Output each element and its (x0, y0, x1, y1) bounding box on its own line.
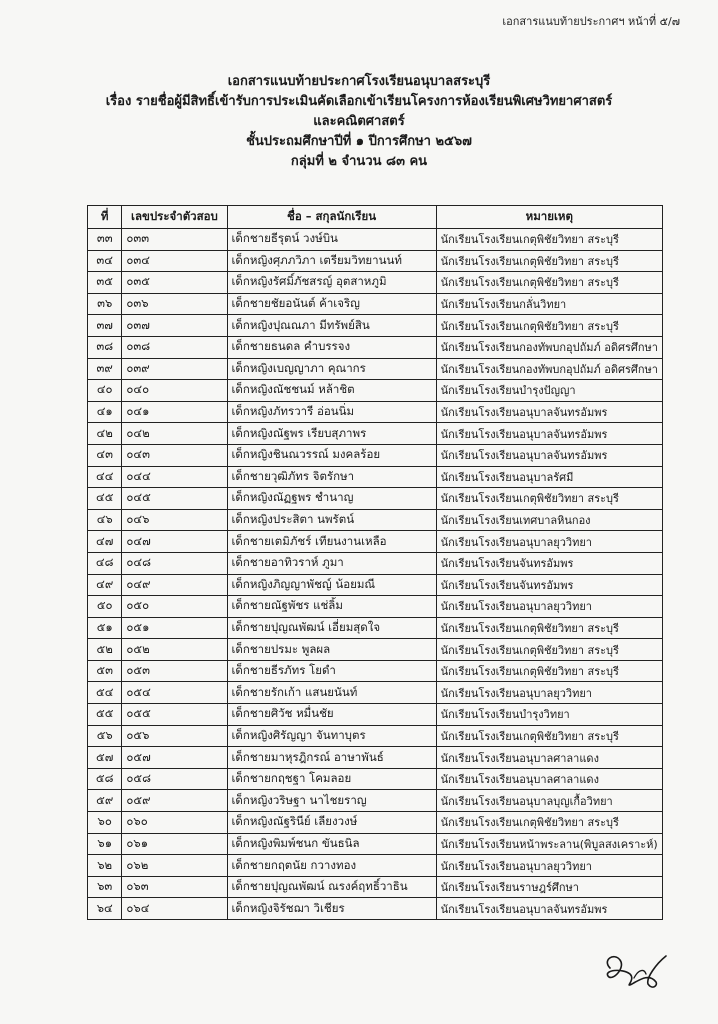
row-number: ๔๙ (88, 574, 122, 596)
remark: นักเรียนโรงเรียนอนุบาลบุญเกื้อวิทยา (436, 790, 662, 812)
student-name: เด็กชายธนดล คำบรรจง (227, 336, 436, 358)
remark: นักเรียนโรงเรียนเกตุพิชัยวิทยา สระบุรี (436, 488, 662, 510)
remark: นักเรียนโรงเรียนอนุบาลศาลาแดง (436, 747, 662, 769)
row-number: ๖๒ (88, 855, 122, 877)
table-row (88, 488, 663, 510)
row-number: ๕๓ (88, 660, 122, 682)
remark: นักเรียนโรงเรียนอนุบาลยุววิทยา (436, 682, 662, 704)
remark: นักเรียนโรงเรียนหน้าพระลาน(พิบูลสงเคราะห์) (436, 833, 662, 855)
table-row (88, 747, 663, 769)
exam-id: ๐๓๗ (122, 315, 227, 337)
remark: นักเรียนโรงเรียนเกตุพิชัยวิทยา สระบุรี (436, 617, 662, 639)
row-number: ๕๐ (88, 596, 122, 618)
row-number: ๖๑ (88, 833, 122, 855)
row-number: ๕๔ (88, 682, 122, 704)
exam-id: ๐๔๕ (122, 488, 227, 510)
student-name: เด็กชายชัยอนันต์ ค้าเจริญ (227, 293, 436, 315)
student-name: เด็กหญิงพิมพ์ชนก ขันธนิล (227, 833, 436, 855)
table-row (88, 466, 663, 488)
column-header-name: ชื่อ – สกุลนักเรียน (227, 206, 436, 229)
column-header-number: ที่ (88, 206, 122, 229)
row-number: ๖๔ (88, 898, 122, 920)
row-number: ๕๙ (88, 790, 122, 812)
remark: นักเรียนโรงเรียนอนุบาลยุววิทยา (436, 855, 662, 877)
row-number: ๕๕ (88, 704, 122, 726)
table-row (88, 639, 663, 661)
table-row (88, 898, 663, 920)
exam-id: ๐๔๖ (122, 509, 227, 531)
header-line-3: และคณิตศาสตร์ (313, 114, 405, 129)
student-name: เด็กชายกฤตนัย กวางทอง (227, 855, 436, 877)
student-name: เด็กชายศิวัช หมื่นชัย (227, 704, 436, 726)
remark: นักเรียนโรงเรียนเกตุพิชัยวิทยา สระบุรี (436, 272, 662, 294)
exam-id: ๐๕๖ (122, 725, 227, 747)
row-number: ๕๘ (88, 768, 122, 790)
exam-id: ๐๕๕ (122, 704, 227, 726)
student-name: เด็กชายเตมิภัชร์ เทียนงานเหลือ (227, 531, 436, 553)
exam-id: ๐๕๓ (122, 660, 227, 682)
exam-id: ๐๓๙ (122, 358, 227, 380)
table-row (88, 250, 663, 272)
row-number: ๕๑ (88, 617, 122, 639)
table-row (88, 531, 663, 553)
remark: นักเรียนโรงเรียนเกตุพิชัยวิทยา สระบุรี (436, 660, 662, 682)
exam-id: ๐๓๖ (122, 293, 227, 315)
table-row (88, 660, 663, 682)
table-body (88, 229, 663, 920)
student-name: เด็กชายณัฐพัชร แช่ลิ้ม (227, 596, 436, 618)
remark: นักเรียนโรงเรียนจันทรอัมพร (436, 552, 662, 574)
header-line-5: กลุ่มที่ ๒ จำนวน ๘๓ คน (290, 154, 428, 169)
table-row (88, 812, 663, 834)
row-number: ๓๕ (88, 272, 122, 294)
column-header-remark: หมายเหตุ (436, 206, 662, 229)
student-name: เด็กหญิงประสิตา นพรัตน์ (227, 509, 436, 531)
exam-id: ๐๕๘ (122, 768, 227, 790)
table-row (88, 358, 663, 380)
remark: นักเรียนโรงเรียนอนุบาลยุววิทยา (436, 531, 662, 553)
remark: นักเรียนโรงเรียนกองทัพบกอุปถัมภ์ อดิศรศึกษา (436, 358, 662, 380)
column-header-exam-id: เลขประจำตัวสอบ (122, 206, 227, 229)
table-row (88, 272, 663, 294)
remark: นักเรียนโรงเรียนกองทัพบกอุปถัมภ์ อดิศรศึกษา (436, 336, 662, 358)
exam-id: ๐๖๔ (122, 898, 227, 920)
table-row (88, 423, 663, 445)
student-name: เด็กหญิงณัชชนม์ หล้าชิต (227, 380, 436, 402)
table-row (88, 704, 663, 726)
exam-id: ๐๔๙ (122, 574, 227, 596)
row-number: ๔๓ (88, 444, 122, 466)
header-line-1: เอกสารแนบท้ายประกาศโรงเรียนอนุบาลสระบุรี (227, 74, 491, 89)
row-number: ๔๐ (88, 380, 122, 402)
table-row (88, 315, 663, 337)
student-name: เด็กหญิงศิรัญญา จันทาบุตร (227, 725, 436, 747)
student-name: เด็กชายปรมะ พูลผล (227, 639, 436, 661)
student-name: เด็กหญิงชินณวรรณ์ มงคลร้อย (227, 444, 436, 466)
row-number: ๓๘ (88, 336, 122, 358)
table-row (88, 401, 663, 423)
exam-id: ๐๔๘ (122, 552, 227, 574)
table-row (88, 725, 663, 747)
student-name: เด็กหญิงปุณณภา มีทรัพย์สิน (227, 315, 436, 337)
row-number: ๓๔ (88, 250, 122, 272)
header-line-4: ชั้นประถมศึกษาปีที่ ๑ ปีการศึกษา ๒๕๖๗ (246, 134, 472, 149)
table-row (88, 768, 663, 790)
remark: นักเรียนโรงเรียนเกตุพิชัยวิทยา สระบุรี (436, 315, 662, 337)
remark: นักเรียนโรงเรียนเกตุพิชัยวิทยา สระบุรี (436, 725, 662, 747)
student-name: เด็กหญิงภัทรวารี อ่อนนิ่ม (227, 401, 436, 423)
student-name: เด็กชายมาหุรฎิกรณ์ อาษาพันธ์ (227, 747, 436, 769)
student-name: เด็กชายอาทิวราห์ ภูมา (227, 552, 436, 574)
row-number: ๔๘ (88, 552, 122, 574)
remark: นักเรียนโรงเรียนบำรุงวิทยา (436, 704, 662, 726)
exam-id: ๐๖๒ (122, 855, 227, 877)
student-name: เด็กชายกฤชฐา โคมลอย (227, 768, 436, 790)
exam-id: ๐๓๓ (122, 229, 227, 251)
exam-id: ๐๕๐ (122, 596, 227, 618)
table-row (88, 833, 663, 855)
student-name: เด็กหญิงภิญญาพัชญ์ น้อยมณี (227, 574, 436, 596)
remark: นักเรียนโรงเรียนบำรุงปัญญา (436, 380, 662, 402)
signature (600, 938, 680, 998)
row-number: ๓๙ (88, 358, 122, 380)
exam-id: ๐๕๒ (122, 639, 227, 661)
remark: นักเรียนโรงเรียนเกตุพิชัยวิทยา สระบุรี (436, 639, 662, 661)
exam-id: ๐๓๕ (122, 272, 227, 294)
exam-id: ๐๔๑ (122, 401, 227, 423)
student-name: เด็กหญิงณัฐรินีย์ เลียงวงษ์ (227, 812, 436, 834)
remark: นักเรียนโรงเรียนอนุบาลจันทรอัมพร (436, 423, 662, 445)
row-number: ๔๗ (88, 531, 122, 553)
row-number: ๓๖ (88, 293, 122, 315)
table-row (88, 444, 663, 466)
row-number: ๔๖ (88, 509, 122, 531)
row-number: ๔๔ (88, 466, 122, 488)
exam-id: ๐๖๐ (122, 812, 227, 834)
student-name: เด็กชายวุฒิภัทร จิตรักษา (227, 466, 436, 488)
student-name: เด็กหญิงวริษฐา นาไชยราญ (227, 790, 436, 812)
exam-id: ๐๖๑ (122, 833, 227, 855)
table-row (88, 617, 663, 639)
exam-id: ๐๕๙ (122, 790, 227, 812)
student-name: เด็กชายธีรภัทร โยดำ (227, 660, 436, 682)
exam-id: ๐๔๗ (122, 531, 227, 553)
table-row (88, 229, 663, 251)
remark: นักเรียนโรงเรียนราษฎร์ศึกษา (436, 876, 662, 898)
table-row (88, 790, 663, 812)
table-header-row (88, 206, 663, 229)
student-name: เด็กชายรักเก้า แสนยนันท์ (227, 682, 436, 704)
exam-id: ๐๕๑ (122, 617, 227, 639)
remark: นักเรียนโรงเรียนอนุบาลศาลาแดง (436, 768, 662, 790)
remark: นักเรียนโรงเรียนเทศบาลหินกอง (436, 509, 662, 531)
page-number-note: เอกสารแนบท้ายประกาศฯ หน้าที่ ๕/๗ (502, 15, 680, 28)
remark: นักเรียนโรงเรียนอนุบาลยุววิทยา (436, 596, 662, 618)
row-number: ๕๒ (88, 639, 122, 661)
row-number: ๕๗ (88, 747, 122, 769)
table-row (88, 380, 663, 402)
remark: นักเรียนโรงเรียนเกตุพิชัยวิทยา สระบุรี (436, 812, 662, 834)
header-line-2: เรื่อง รายชื่อผู้มีสิทธิ์เข้ารับการประเมินคัดเลือกเข้าเรียนโครงการห้องเรียนพิเศษวิทยาศาสตร์ (105, 94, 613, 109)
table-row (88, 855, 663, 877)
table-row (88, 574, 663, 596)
student-name: เด็กหญิงณัฐพร เรียบสุภาพร (227, 423, 436, 445)
remark: นักเรียนโรงเรียนอนุบาลจันทรอัมพร (436, 444, 662, 466)
student-name: เด็กชายปุญณพัฒน์ ณรงค์ฤทธิ์วาธิน (227, 876, 436, 898)
student-name: เด็กชายปุญณพัฒน์ เอี่ยมสุดใจ (227, 617, 436, 639)
table-row (88, 293, 663, 315)
row-number: ๖๐ (88, 812, 122, 834)
remark: นักเรียนโรงเรียนเกตุพิชัยวิทยา สระบุรี (436, 229, 662, 251)
student-name: เด็กหญิงเบญญาภา คุณากร (227, 358, 436, 380)
exam-id: ๐๓๘ (122, 336, 227, 358)
remark: นักเรียนโรงเรียนอนุบาลจันทรอัมพร (436, 898, 662, 920)
student-name: เด็กหญิงจิรัชฌา วิเชียร (227, 898, 436, 920)
remark: นักเรียนโรงเรียนจันทรอัมพร (436, 574, 662, 596)
exam-id: ๐๕๔ (122, 682, 227, 704)
row-number: ๕๖ (88, 725, 122, 747)
exam-id: ๐๕๗ (122, 747, 227, 769)
table-row (88, 336, 663, 358)
student-name: เด็กหญิงศุภภวิภา เตรียมวิทยานนท์ (227, 250, 436, 272)
student-name: เด็กหญิงรัศมิ์ภัชสรญ์ อุตสาหภูมิ (227, 272, 436, 294)
table-row (88, 596, 663, 618)
remark: นักเรียนโรงเรียนกลั่นวิทยา (436, 293, 662, 315)
table-row (88, 876, 663, 898)
table-row (88, 682, 663, 704)
student-name: เด็กชายธีรุตน์ วงษ์บิน (227, 229, 436, 251)
row-number: ๓๗ (88, 315, 122, 337)
table-row (88, 509, 663, 531)
exam-id: ๐๓๔ (122, 250, 227, 272)
remark: นักเรียนโรงเรียนเกตุพิชัยวิทยา สระบุรี (436, 250, 662, 272)
student-name: เด็กหญิงณัฏฐพร ชำนาญ (227, 488, 436, 510)
row-number: ๖๓ (88, 876, 122, 898)
document-header (0, 72, 718, 172)
row-number: ๔๕ (88, 488, 122, 510)
row-number: ๔๒ (88, 423, 122, 445)
table-row (88, 552, 663, 574)
exam-id: ๐๔๐ (122, 380, 227, 402)
exam-id: ๐๔๒ (122, 423, 227, 445)
row-number: ๓๓ (88, 229, 122, 251)
exam-id: ๐๔๔ (122, 466, 227, 488)
exam-id: ๐๔๓ (122, 444, 227, 466)
remark: นักเรียนโรงเรียนอนุบาลรัศมี (436, 466, 662, 488)
remark: นักเรียนโรงเรียนอนุบาลจันทรอัมพร (436, 401, 662, 423)
row-number: ๔๑ (88, 401, 122, 423)
student-roster-table (87, 205, 663, 920)
exam-id: ๐๖๓ (122, 876, 227, 898)
